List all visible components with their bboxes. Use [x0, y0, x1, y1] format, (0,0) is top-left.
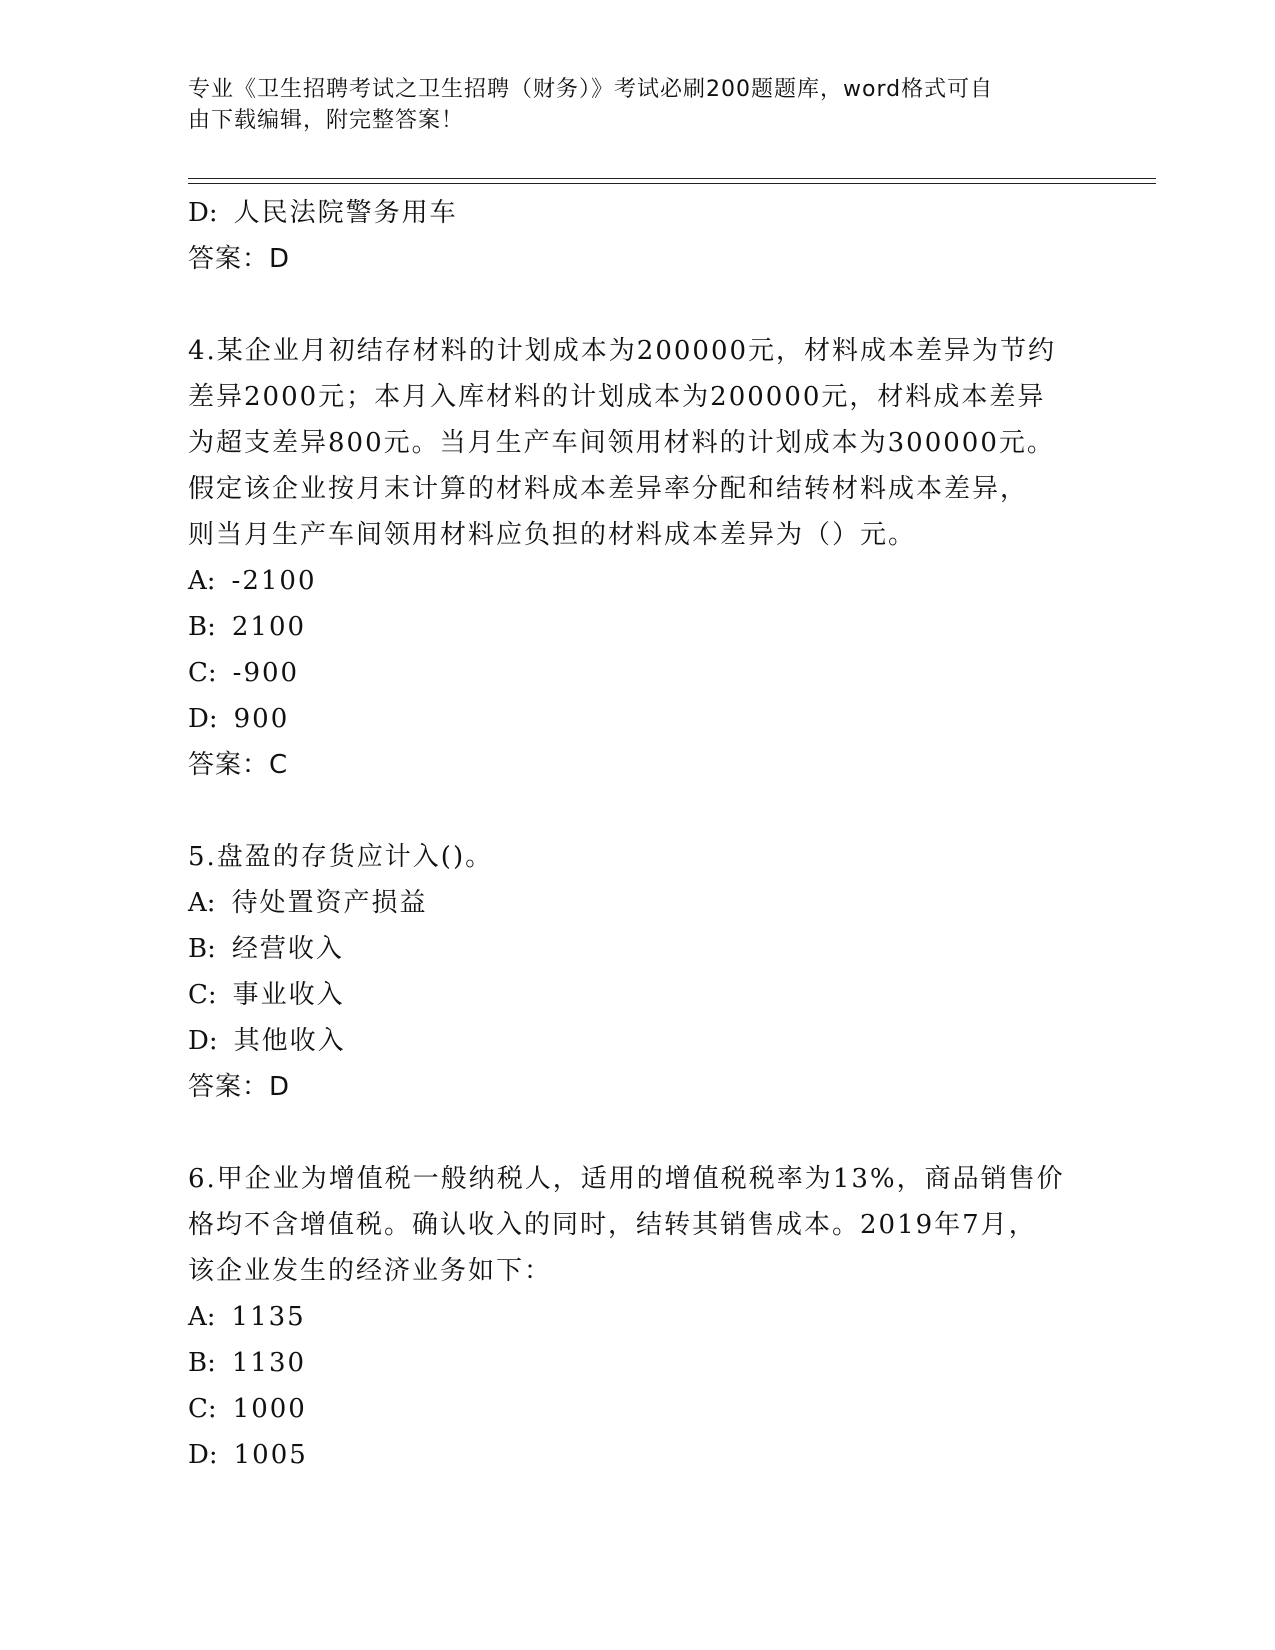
option-item: [188, 1018, 1088, 1064]
question-block: [188, 834, 1088, 1110]
option-text: 经营收入: [231, 934, 344, 964]
option-item: [188, 1294, 1088, 1340]
option-text: -900: [232, 658, 300, 688]
option-separator: :: [208, 198, 220, 228]
option-text: 待处置资产损益: [231, 888, 428, 918]
option-item: [188, 972, 1088, 1018]
option-letter: B: [188, 1348, 208, 1378]
question-stem-line: 假定该企业按月末计算的材料成本差异率分配和结转材料成本差异，: [188, 474, 1029, 504]
header-title-line-1: 专业《卫生招聘考试之卫生招聘（财务）》考试必刷200题题库，word格式可自: [188, 77, 994, 102]
option-text: 2100: [231, 612, 307, 642]
option-item: [188, 696, 1088, 742]
option-text: 事业收入: [232, 980, 345, 1010]
header-divider-top: [188, 178, 1156, 179]
option-item: [188, 558, 1088, 604]
option-item: [188, 1340, 1088, 1386]
spacer: [188, 1110, 1088, 1156]
option-text: 1005: [233, 1440, 308, 1470]
option-separator: :: [207, 980, 219, 1010]
spacer: [188, 282, 1088, 328]
question-stem-line: 格均不含增值税。确认收入的同时，结转其销售成本。2019年7月，: [188, 1210, 1037, 1240]
option-item: [188, 926, 1088, 972]
option-item: [188, 880, 1088, 926]
option-text: 1000: [232, 1394, 307, 1424]
option-letter: D: [188, 704, 209, 734]
option-text: 1135: [231, 1302, 306, 1332]
option-separator: :: [208, 1026, 220, 1056]
document-body: [188, 190, 1088, 1478]
spacer: [188, 788, 1088, 834]
option-letter: B: [188, 612, 208, 642]
option-separator: :: [207, 658, 219, 688]
option-letter: D: [188, 1026, 209, 1056]
option-letter: C: [188, 658, 208, 688]
option-separator: :: [208, 1440, 220, 1470]
option-text: 人民法院警务用车: [233, 198, 458, 228]
option-item: [188, 190, 1088, 236]
question-stem-line: 则当月生产车间领用材料应负担的材料成本差异为（）元。: [188, 520, 917, 550]
option-separator: :: [206, 1302, 218, 1332]
header-title-line-2: 由下载编辑，附完整答案！: [188, 108, 465, 133]
option-text: -2100: [231, 566, 317, 596]
option-letter: A: [188, 1302, 207, 1332]
option-separator: :: [207, 1394, 219, 1424]
option-separator: :: [207, 934, 218, 964]
option-letter: A: [188, 888, 207, 918]
question-stem-line: 为超支差异800元。当月生产车间领用材料的计划成本为300000元。: [188, 428, 1055, 458]
answer-line: 答案：D: [188, 1072, 291, 1102]
option-separator: :: [206, 888, 218, 918]
option-separator: :: [206, 566, 218, 596]
option-item: [188, 604, 1088, 650]
document-header: [188, 74, 1068, 136]
option-item: [188, 1432, 1088, 1478]
answer-line: 答案：D: [188, 244, 291, 274]
option-separator: :: [207, 1348, 218, 1378]
question-stem-line: 差异2000元；本月入库材料的计划成本为200000元，材料成本差异: [188, 382, 1046, 412]
option-text: 900: [233, 704, 290, 734]
question-stem-line: 5.盘盈的存货应计入()。: [188, 842, 494, 872]
question-stem-line: 4.某企业月初结存材料的计划成本为200000元，材料成本差异为节约: [188, 336, 1057, 366]
option-text: 其他收入: [233, 1026, 346, 1056]
option-letter: D: [188, 1440, 209, 1470]
question-block: [188, 328, 1088, 788]
header-divider-bottom: [188, 183, 1156, 184]
answer-line: 答案：C: [188, 750, 289, 780]
option-separator: :: [207, 612, 218, 642]
option-letter: B: [188, 934, 208, 964]
option-letter: C: [188, 1394, 208, 1424]
option-letter: D: [188, 198, 209, 228]
option-letter: A: [188, 566, 207, 596]
question-stem-line: 6.甲企业为增值税一般纳税人，适用的增值税税率为13%，商品销售价: [188, 1164, 1065, 1194]
question-block: [188, 1156, 1088, 1478]
option-item: [188, 650, 1088, 696]
option-text: 1130: [231, 1348, 307, 1378]
option-item: [188, 1386, 1088, 1432]
question-stem-line: 该企业发生的经济业务如下：: [188, 1256, 553, 1286]
option-separator: :: [208, 704, 220, 734]
option-letter: C: [188, 980, 208, 1010]
